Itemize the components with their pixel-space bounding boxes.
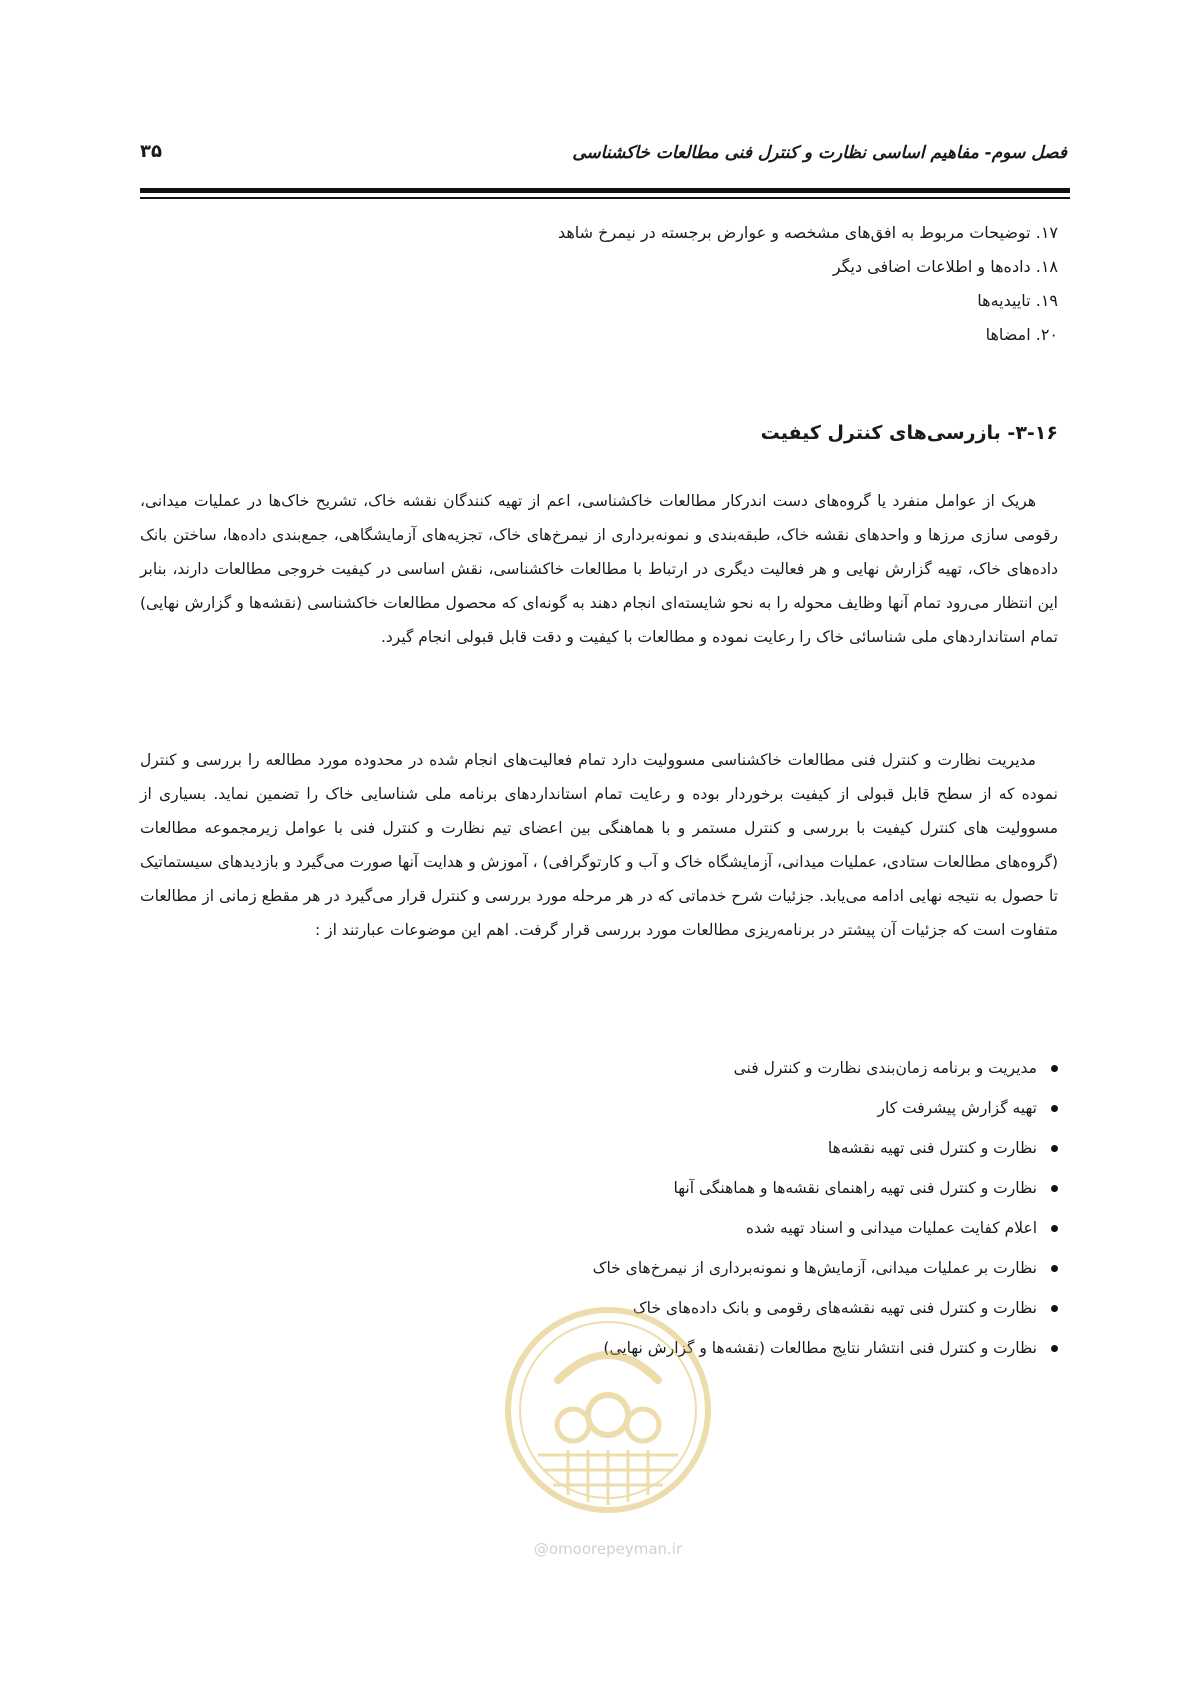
numbered-list [558, 216, 1058, 352]
bullet-text: نظارت و کنترل فنی تهیه راهنمای نقشه‌ها و هماهنگی آنها [673, 1179, 1037, 1197]
bullet-dot-icon [1051, 1065, 1058, 1072]
bullet-item [593, 1208, 1058, 1248]
bullet-text: مدیریت و برنامه زمان‌بندی نظارت و کنترل فنی [733, 1059, 1037, 1077]
numbered-list-item: ۱۸. داده‌ها و اطلاعات اضافی دیگر [832, 257, 1058, 276]
bullet-item [593, 1128, 1058, 1168]
watermark-url: @omoorepeyman.ir [533, 1540, 683, 1558]
watermark [488, 1290, 728, 1570]
body-paragraph-1: هریک از عوامل منفرد یا گروه‌های دست اندرکار مطالعات خاکشناسی، اعم از تهیه کنندگان نقشه خاک، تشریح خاک‌ها در عملیات میدانی، رقومی سازی مرزها و واحدهای نقشه خاک، طبقه‌بندی و نمونه‌برداری از نیمرخ‌های خاک، تجزیه‌های آزمایشگاهی، جمع‌بندی داده‌ها، ساختن بانک داده‌های خاک، تهیه گزارش نهایی و هر فعالیت دیگری در ارتباط با مطالعات خاکشناسی، نقش اساسی در کیفیت خروجی مطالعات دارند، بنابر این انتظار می‌رود تمام آنها وظایف محوله را به نحو شایسته‌ای انجام دهند به گونه‌ای که محصول مطالعات خاکشناسی (نقشه‌ها و گزارش نهایی) تمام استانداردهای ملی شناسائی خاک را رعایت نموده و مطالعات با کیفیت و دقت قابل قبولی انجام گیرد. [140, 492, 1058, 646]
running-header-title: فصل سوم- مفاهیم اساسی نظارت و کنترل فنی مطالعات خاکشناسی [572, 143, 1067, 163]
bullet-text: اعلام کفایت عملیات میدانی و اسناد تهیه شده [745, 1219, 1037, 1237]
bullet-dot-icon [1051, 1265, 1058, 1272]
bullet-dot-icon [1051, 1105, 1058, 1112]
bullet-dot-icon [1051, 1305, 1058, 1312]
bullet-item [593, 1248, 1058, 1288]
body-paragraph-2: مدیریت نظارت و کنترل فنی مطالعات خاکشناسی مسوولیت دارد تمام فعالیت‌های انجام شده در محدوده مورد مطالعه را بررسی و کنترل نموده که از سطح قابل قبولی از کیفیت برخوردار بوده و رعایت تمام استانداردهای برنامه ملی شناسایی خاک را تضمین نماید. بسیاری از مسوولیت های کنترل کیفیت با بررسی و کنترل مستمر و با هماهنگی بین اعضای تیم نظارت و کنترل فنی با عوامل زیرمجموعه مطالعات (گروه‌های مطالعات ستادی، عملیات میدانی، آزمایشگاه خاک و آب و کارتوگرافی) ، آموزش و هدایت آنها صورت می‌گیرد و بازدیدهای سیستماتیک تا حصول به نتیجه نهایی ادامه می‌یابد. جزئیات شرح خدماتی که در هر مرحله مورد بررسی و کنترل قرار می‌گیرد در هر مقطع زمانی از مطالعات متفاوت است که جزئیات آن پیشتر در برنامه‌ریزی مطالعات مورد بررسی قرار گرفت. اهم این موضوعات عبارتند از : [140, 751, 1058, 939]
numbered-list-item: ۱۹. تاییدیه‌ها [977, 291, 1058, 310]
bullet-dot-icon [1051, 1185, 1058, 1192]
numbered-list-item: ۲۰. امضاها [985, 325, 1058, 344]
bullet-item [593, 1048, 1058, 1088]
bullet-text: نظارت بر عملیات میدانی، آزمایش‌ها و نمونه‌برداری از نیمرخ‌های خاک [592, 1259, 1037, 1277]
bullet-item [593, 1168, 1058, 1208]
bullet-item [593, 1088, 1058, 1128]
bullet-dot-icon [1051, 1225, 1058, 1232]
header-rule-thick [140, 188, 1070, 193]
bullet-text: تهیه گزارش پیشرفت کار [877, 1099, 1037, 1117]
bullet-dot-icon [1051, 1345, 1058, 1352]
bullet-text: نظارت و کنترل فنی انتشار نتایج مطالعات (نقشه‌ها و گزارش نهایی) [603, 1339, 1037, 1357]
header-rule-thin [140, 197, 1070, 199]
watermark-seal-icon [488, 1290, 728, 1530]
bullet-text: نظارت و کنترل فنی تهیه نقشه‌ها [827, 1139, 1037, 1157]
bullet-text: نظارت و کنترل فنی تهیه نقشه‌های رقومی و بانک داده‌های خاک [632, 1299, 1037, 1317]
page-number: ۳۵ [140, 141, 162, 162]
bullet-dot-icon [1051, 1145, 1058, 1152]
numbered-list-item: ۱۷. توضیحات مربوط به افق‌های مشخصه و عوارض برجسته در نیمرخ شاهد [557, 223, 1058, 242]
section-heading: ۳-۱۶- بازرسی‌های کنترل کیفیت [760, 422, 1058, 444]
